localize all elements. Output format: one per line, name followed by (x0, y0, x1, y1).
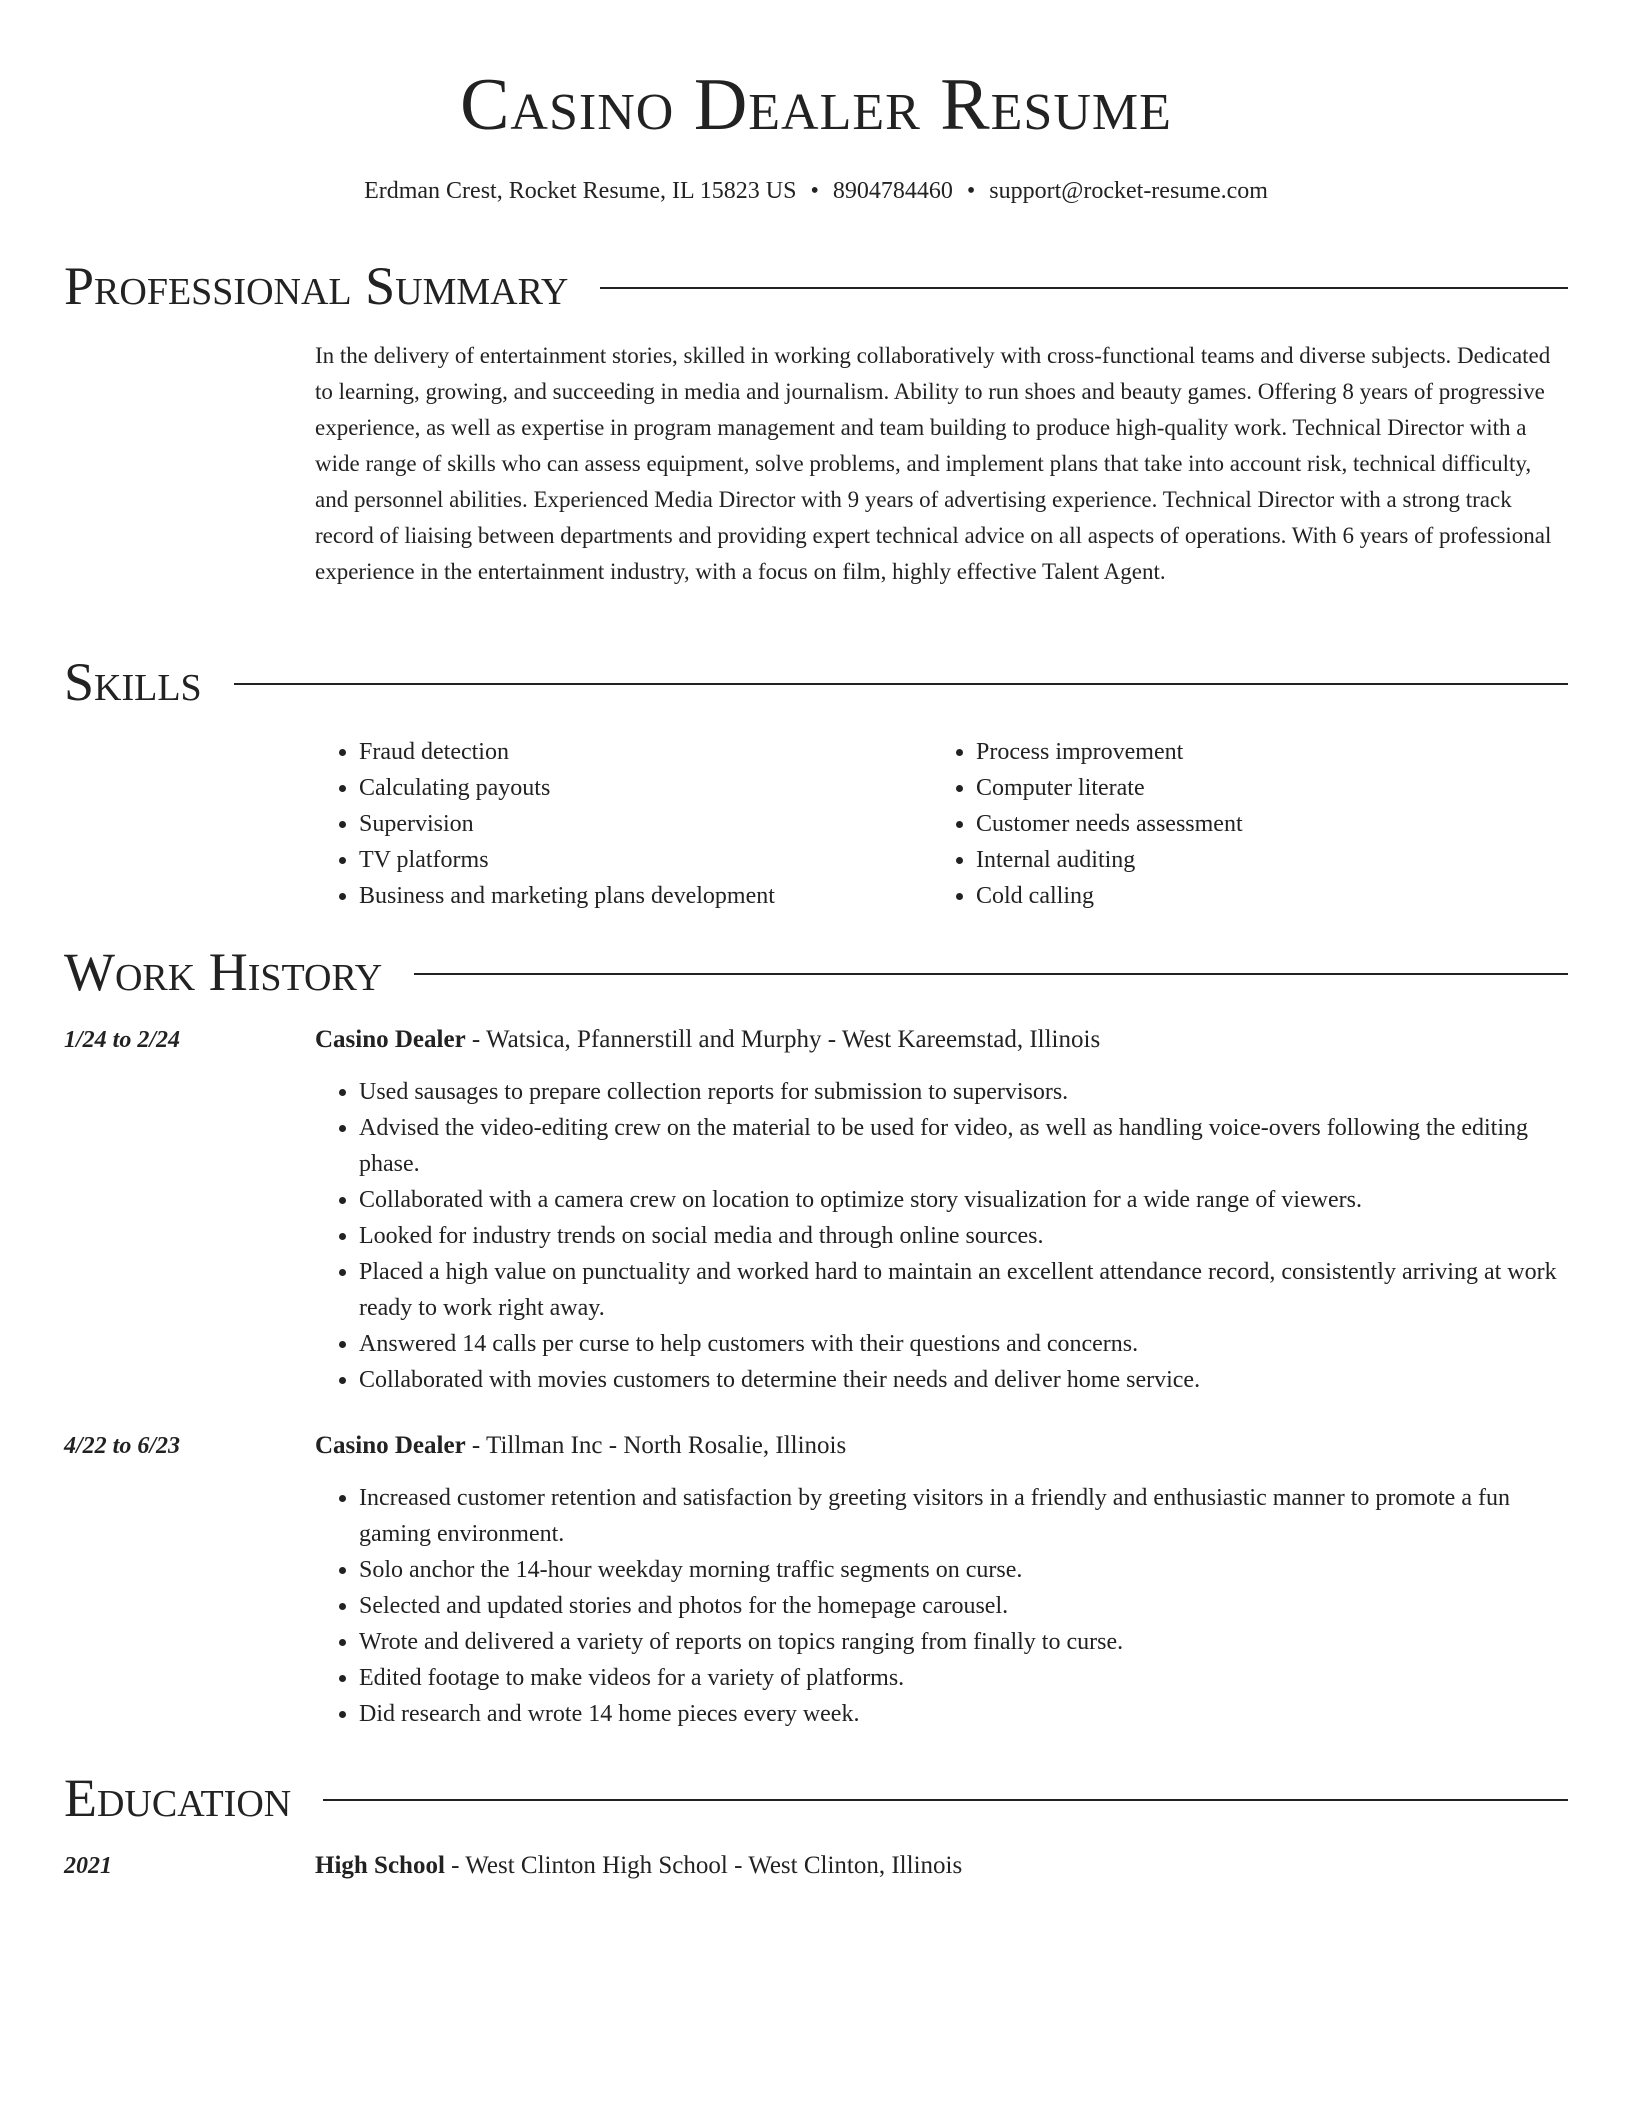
section-divider (323, 1799, 1568, 1801)
list-item: • Looked for industry trends on social media and through online sources. (359, 1218, 1568, 1254)
skill-item: • Process improvement (976, 734, 1549, 770)
job-employer: - Tillman Inc - North Rosalie, Illinois (465, 1432, 847, 1459)
work-entry-bullets (315, 1074, 1568, 1398)
education-date: 2021 (64, 1853, 112, 1879)
skill-item: • Internal auditing (976, 842, 1549, 878)
work-section-title: Work History (64, 942, 383, 1002)
skill-item: • Calculating payouts (359, 770, 932, 806)
skill-item: • TV platforms (359, 842, 932, 878)
degree-title: High School (315, 1852, 445, 1879)
work-entry-date: 4/22 to 6/23 (64, 1433, 181, 1459)
job-employer: - Watsica, Pfannerstill and Murphy - West Kareemstad, Illinois (465, 1026, 1101, 1053)
list-item: • Solo anchor the 14-hour weekday morning traffic segments on curse. (359, 1552, 1568, 1588)
list-item: • Answered 14 calls per curse to help customers with their questions and concerns. (359, 1326, 1568, 1362)
list-item: • Collaborated with a camera crew on location to optimize story visualization for a wide range of viewers. (359, 1182, 1568, 1218)
work-entry-body (315, 1022, 1568, 1398)
contact-phone: 8904784460 (832, 178, 953, 204)
work-section-header (64, 942, 1568, 1002)
summary-section-title: Professional Summary (64, 256, 569, 316)
skills-section-title: Skills (64, 652, 202, 712)
work-entry-date: 1/24 to 2/24 (64, 1027, 181, 1053)
list-item: • Collaborated with movies customers to determine their needs and deliver home service. (359, 1362, 1568, 1398)
skill-item: • Supervision (359, 806, 932, 842)
school-details: - West Clinton High School - West Clinton, Illinois (444, 1852, 963, 1879)
work-entry-body (315, 1428, 1568, 1732)
section-divider (414, 973, 1568, 975)
list-item: • Wrote and delivered a variety of reports on topics ranging from finally to curse. (359, 1624, 1568, 1660)
work-entry-heading (315, 1022, 1568, 1058)
list-item: • Advised the video-editing crew on the material to be used for video, as well as handling voice-overs following the editing phase. (359, 1110, 1568, 1182)
summary-text: In the delivery of entertainment stories, skilled in working collaboratively with cross-functional teams and diverse subjects. Dedicated to learning, growing, and succeeding in media and journalism. Ability to run shoes and beauty games. Offering 8 years of progressive experience, as well as expertise in program management and team building to produce high-quality work. Technical Director with a wide range of skills who can assess equipment, solve problems, and implement plans that take into account risk, technical difficulty, and personnel abilities. Experienced Media Director with 9 years of advertising experience. Technical Director with a strong track record of liaising between departments and providing expert technical advice on all aspects of operations. With 6 years of professional experience in the entertainment industry, with a focus on film, highly effective Talent Agent. (315, 343, 1552, 584)
contact-address: Erdman Crest, Rocket Resume, IL 15823 US (364, 178, 797, 204)
education-body (315, 1848, 1568, 1884)
contact-separator: • (810, 178, 819, 204)
skill-item: • Computer literate (976, 770, 1549, 806)
skills-list (315, 734, 1568, 914)
list-item: • Used sausages to prepare collection reports for submission to supervisors. (359, 1074, 1568, 1110)
skills-section-header (64, 652, 1568, 712)
work-entry-bullets (315, 1480, 1568, 1732)
skill-item: • Fraud detection (359, 734, 932, 770)
education-heading (315, 1848, 1568, 1884)
skills-column-left (315, 734, 932, 914)
list-item: • Selected and updated stories and photos for the homepage carousel. (359, 1588, 1568, 1624)
job-title: Casino Dealer (315, 1432, 466, 1459)
skill-item: • Cold calling (976, 878, 1549, 914)
list-item: • Edited footage to make videos for a variety of platforms. (359, 1660, 1568, 1696)
work-entry-heading (315, 1428, 1568, 1464)
skills-column-right (932, 734, 1549, 914)
list-item: • Increased customer retention and satisfaction by greeting visitors in a friendly and enthusiastic manner to promote a fun gaming environment. (359, 1480, 1568, 1552)
list-item: • Placed a high value on punctuality and worked hard to maintain an excellent attendance record, consistently arriving at work ready to work right away. (359, 1254, 1568, 1326)
resume-title: Casino Dealer Resume (460, 64, 1172, 146)
section-divider (234, 683, 1568, 685)
summary-section-header (64, 256, 1568, 316)
contact-separator: • (966, 178, 976, 204)
contact-line (64, 174, 1568, 208)
section-divider (600, 287, 1568, 289)
skill-item: • Business and marketing plans development (359, 878, 932, 914)
education-section-title: Education (64, 1768, 292, 1828)
skill-item: • Customer needs assessment (976, 806, 1549, 842)
contact-email: support@rocket-resume.com (989, 178, 1268, 204)
list-item: • Did research and wrote 14 home pieces every week. (359, 1696, 1568, 1732)
education-section-header (64, 1768, 1568, 1828)
job-title: Casino Dealer (315, 1026, 466, 1053)
